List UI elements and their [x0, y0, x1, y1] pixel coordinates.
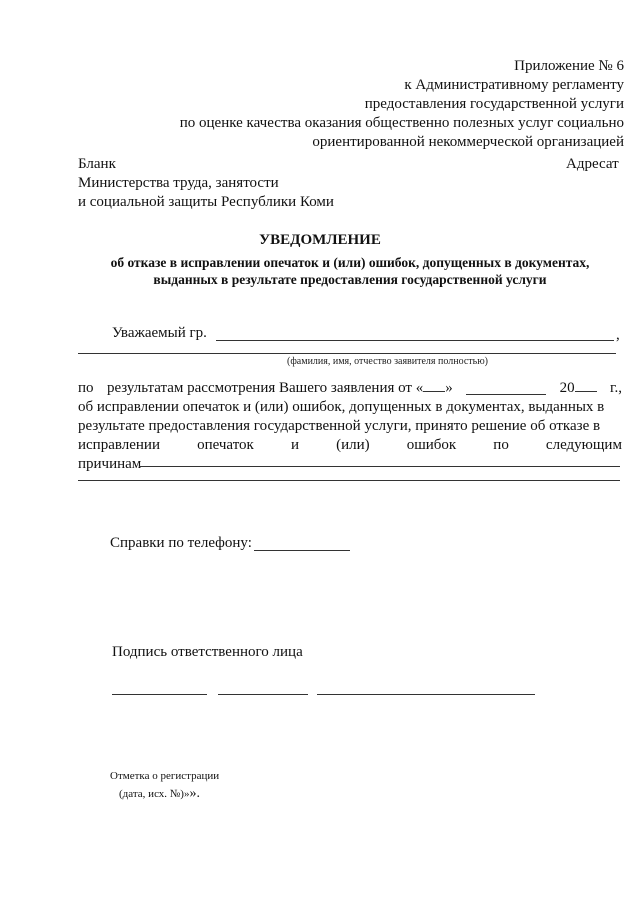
greeting-label: Уважаемый гр. [112, 325, 207, 341]
appendix-line: по оценке качества оказания общественно полезных услуг социально [179, 115, 624, 131]
day-field[interactable] [423, 391, 445, 392]
applicant-name-field-line2[interactable] [78, 353, 616, 354]
word: по [493, 437, 509, 453]
phone-label: Справки по телефону: [110, 535, 252, 551]
paragraph-row-1 [78, 379, 622, 398]
year-field[interactable] [575, 391, 597, 392]
registration-tail: ». [189, 786, 200, 801]
ministry-name-line1: Министерства труда, занятости [78, 175, 279, 191]
word: (или) [336, 437, 370, 453]
paragraph-text: об исправлении опечаток и (или) ошибок, допущенных в документах, выданных в [78, 399, 605, 415]
signature-field[interactable] [218, 694, 308, 695]
word: исправлении [78, 437, 160, 453]
year-segment [560, 379, 597, 398]
paragraph-row-2 [78, 398, 622, 417]
blank-label: Бланк [78, 156, 116, 172]
phone-field[interactable] [254, 550, 350, 551]
appendix-line: Приложение № 6 [514, 58, 624, 74]
reasons-label: причинам [78, 456, 142, 472]
appendix-header [104, 57, 624, 152]
word: и [290, 437, 299, 453]
paragraph-text: результате предоставления государственной услуги, принято решение об отказе в [78, 418, 601, 434]
registration-quote: » [183, 788, 190, 800]
registration-line2: (дата, исх. №) [119, 788, 184, 800]
refusal-paragraph [78, 379, 622, 474]
ministry-name-line2: и социальной защиты Республики Коми [78, 194, 334, 210]
appendix-line: предоставления государственной услуги [364, 96, 624, 112]
word: 20 [559, 380, 575, 396]
letterhead-block [78, 155, 334, 212]
word: г., [610, 380, 622, 396]
word: » [445, 380, 453, 396]
notice-title: УВЕДОМЛЕНИЕ [259, 232, 381, 248]
position-field[interactable] [112, 694, 207, 695]
registration-note [110, 768, 219, 803]
full-name-field[interactable] [317, 694, 535, 695]
registration-line1: Отметка о регистрации [110, 770, 220, 782]
word: ошибок [406, 437, 457, 453]
paragraph-row-4 [78, 436, 622, 455]
addressee-label: Адресат [566, 156, 619, 172]
month-field[interactable] [466, 379, 546, 395]
registration-line2-row [110, 785, 219, 803]
word: следующим [545, 437, 622, 453]
notice-subtitle-line1: об отказе в исправлении опечаток и (или) ошибок, допущенных в документах, [110, 255, 590, 270]
notice-subtitle [76, 254, 624, 288]
notice-subtitle-line2: выданных в результате предоставления государственной услуги [153, 272, 547, 287]
applicant-name-field[interactable] [216, 340, 614, 341]
signature-label: Подпись ответственного лица [112, 644, 303, 660]
applicant-name-hint: (фамилия, имя, отчество заявителя полностью) [287, 356, 489, 367]
reasons-field-line2[interactable] [78, 480, 620, 481]
appendix-line: ориентированной некоммерческой организацией [312, 134, 624, 150]
reasons-field[interactable] [139, 466, 620, 467]
paragraph-row-5 [78, 455, 622, 474]
paragraph-row-3 [78, 417, 622, 436]
appendix-line: к Административному регламенту [404, 77, 624, 93]
word: по [78, 380, 94, 396]
word: результатам рассмотрения Вашего заявления от « [106, 380, 424, 396]
word: опечаток [197, 437, 254, 453]
date-segment [107, 379, 453, 398]
greeting-comma: , [616, 327, 620, 343]
